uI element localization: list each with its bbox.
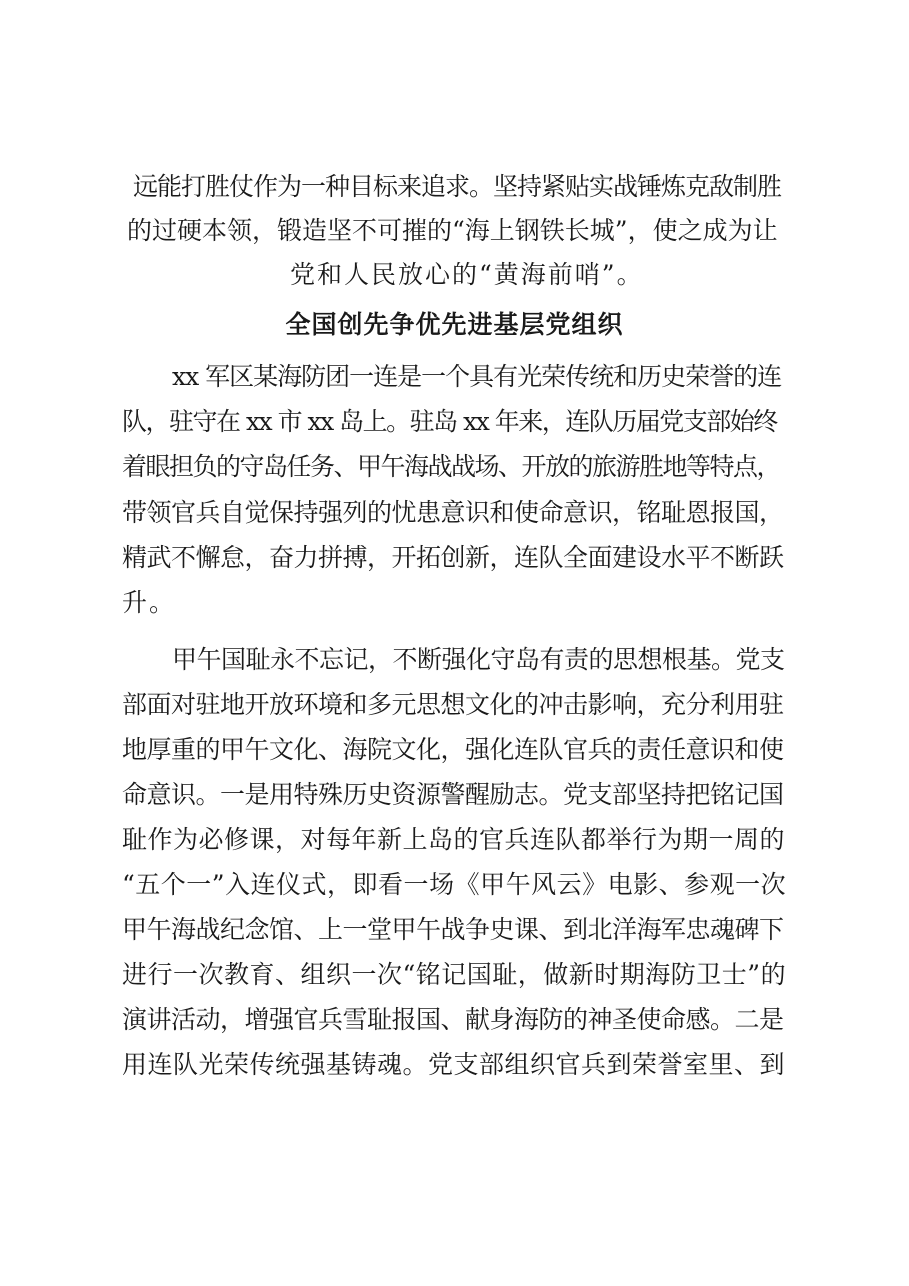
paragraph-2-line-5: 耻作为必修课，对每年新上岛的官兵连队都举行为期一周的 bbox=[122, 825, 786, 854]
paragraph-2-line-2: 部面对驻地开放环境和多元思想文化的冲击影响，充分利用驻 bbox=[122, 690, 784, 719]
paragraph-2-line-8: 进行一次教育、组织一次“铭记国耻，做新时期海防卫士”的 bbox=[122, 960, 787, 989]
intro-line-2: 的过硬本领，锻造坚不可摧的“海上钢铁长城”，使之成为让 bbox=[127, 216, 778, 245]
section-title: 全国创先争优先进基层党组织 bbox=[285, 310, 624, 339]
paragraph-1-line-2: 队，驻守在 xx 市 xx 岛上。驻岛 xx 年来，连队历届党支部始终 bbox=[122, 407, 777, 436]
paragraph-2-line-7: 甲午海战纪念馆、上一堂甲午战争史课、到北洋海军忠魂碑下 bbox=[122, 915, 784, 944]
paragraph-1-line-3: 着眼担负的守岛任务、甲午海战战场、开放的旅游胜地等特点， bbox=[122, 452, 781, 481]
paragraph-1-line-5: 精武不懈怠，奋力拼搏，开拓创新，连队全面建设水平不断跃 bbox=[122, 543, 784, 572]
paragraph-1-line-4: 带领官兵自觉保持强列的忧患意识和使命意识，铭耻恩报国， bbox=[122, 498, 784, 527]
paragraph-2-line-10: 用连队光荣传统强基铸魂。党支部组织官兵到荣誉室里、到 bbox=[122, 1050, 786, 1079]
paragraph-2-line-1: 甲午国耻永不忘记，不断强化守岛有责的思想根基。党支 bbox=[172, 645, 785, 674]
intro-line-3: 党和人民放心的“黄海前哨”。 bbox=[290, 260, 644, 289]
paragraph-2-line-4: 命意识。一是用特殊历史资源警醒励志。党支部坚持把铭记国 bbox=[122, 780, 784, 809]
paragraph-2-line-3: 地厚重的甲午文化、海院文化，强化连队官兵的责任意识和使 bbox=[122, 735, 784, 764]
paragraph-2-line-9: 演讲活动，增强官兵雪耻报国、献身海防的神圣使命感。二是 bbox=[122, 1005, 784, 1034]
paragraph-1-line-1: xx 军区某海防团一连是一个具有光荣传统和历史荣誉的连 bbox=[172, 362, 782, 391]
paragraph-2-line-6: “五个一”入连仪式，即看一场《甲午风云》电影、参观一次 bbox=[122, 870, 787, 899]
intro-line-1: 远能打胜仗作为一种目标来追求。坚持紧贴实战锤炼克敌制胜 bbox=[133, 172, 782, 201]
paragraph-1-line-6: 升。 bbox=[122, 588, 177, 617]
